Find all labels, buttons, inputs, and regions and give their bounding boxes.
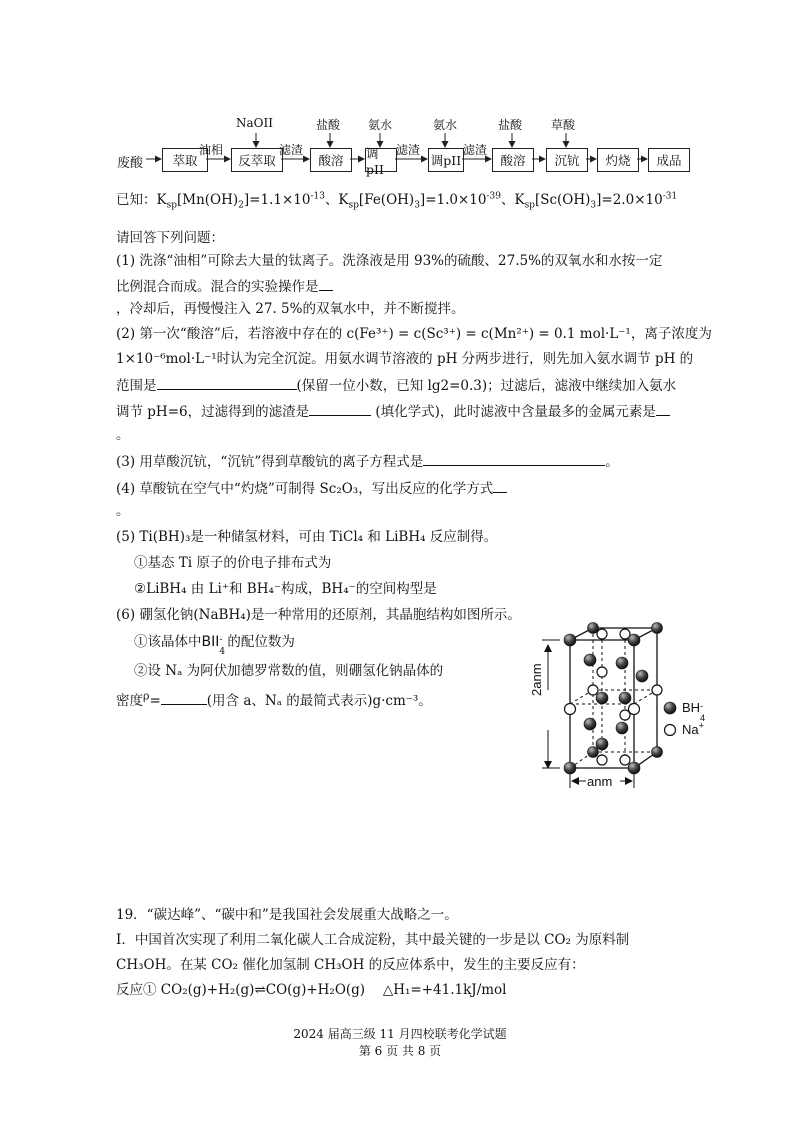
- flow-arrow-label-oil-phase: 油相: [199, 143, 224, 157]
- q1-line1: (1) 洗涤“油相”可除去大量的钛离子。洗涤液是用 93%的硫酸、27.5%的双氧水和水按一定: [116, 253, 663, 269]
- flow-arrow-label-residue-3: 滤渣: [463, 143, 488, 157]
- q6-line1: (6) 硼氢化钠(NaBH₄)是一种常用的还原剂，其晶胞结构如图所示。: [116, 607, 521, 623]
- ksp-known-data: 已知：$K_{sp}[Mn(OH)_2]=1.1\times 10^{-13}$、$K_{sp}[Fe(OH)_3]=1.0\times 10^{-39}$、$K_{sp}[Sc(OH)_3]=2.0\times 10^{-31}$: [116, 191, 678, 211]
- q19-line1: 19．“碳达峰”、“碳中和”是我国社会发展重大战略之一。: [116, 907, 458, 923]
- q2-line5: 。: [116, 427, 130, 443]
- q5-line1: (5) Ti(BH)₃是一种储氢材料，可由 TiCl₄ 和 LiBH₄ 反应制得。: [116, 529, 498, 545]
- flow-step-precipitate-sc: 沉钪: [546, 148, 588, 172]
- legend-bh4-symbol-icon: [664, 702, 676, 714]
- q1-line3: ，冷却后，再慢慢注入 27. 5%的双氧水中，并不断搅拌。: [116, 301, 465, 317]
- q6-line4: 密度$^\rho$= (用含 a、Nₐ 的最简式表示)g·cm⁻³。: [116, 689, 432, 709]
- flow-arrow-label-residue-1: 滤渣: [279, 143, 304, 157]
- flow-reagent-ammonia-1: 氨水: [368, 118, 393, 132]
- flow-arrow-label-residue-2: 滤渣: [396, 143, 421, 157]
- q5-line2: ①基态 Ti 原子的价电子排布式为: [134, 555, 332, 571]
- flow-step-product: 成品: [648, 148, 690, 172]
- flow-step-adjust-ph-2: 调pII: [428, 148, 464, 172]
- flow-step-acid-dissolve-1: 酸溶: [310, 148, 352, 172]
- flow-reagent-hcl-1: 盐酸: [316, 118, 341, 132]
- q19-line2: I．中国首次实现了利用二氧化碳人工合成淀粉，其中最关键的一步是以 CO₂ 为原料制: [116, 932, 630, 948]
- q6-line3: ②设 Nₐ 为阿伏加德罗常数的值，则硼氢化钠晶体的: [134, 663, 444, 679]
- q19-line3: CH₃OH。在某 CO₂ 催化加氢制 CH₃OH 的反应体系中，发生的主要反应有：: [116, 957, 585, 973]
- q2-line4: 调节 pH=6，过滤得到的滤渣是 (填化学式)，此时滤液中含量最多的金属元素是: [116, 401, 670, 421]
- q5-line3: ②LiBH₄ 由 Li⁺和 BH₄⁻构成，BH₄⁻的空间构型是: [134, 581, 437, 597]
- legend-na-label: Na+: [682, 720, 704, 737]
- q2-line1: (2) 第一次“酸溶”后，若溶液中存在的 c(Fe³⁺) = c(Sc³⁺) = c(Mn²⁺) = 0.1 mol·L⁻¹，离子浓度为: [116, 326, 712, 342]
- crystal-height-label: 2anm: [529, 663, 544, 696]
- q19-reaction-1: 反应① CO₂(g)+H₂(g)⇌CO(g)+H₂O(g) △H₁=+41.1kJ/mol: [116, 982, 507, 998]
- legend-na-symbol-icon: [665, 725, 676, 736]
- flow-step-adjust-ph-1: 调pII: [365, 148, 397, 172]
- legend-bh4-label: BH - 4: [682, 700, 706, 723]
- q4-end: 。: [116, 503, 130, 519]
- flow-reagent-ammonia-2: 氨水: [433, 118, 458, 132]
- flow-reagent-oxalic: 草酸: [551, 118, 576, 132]
- q3-line: (3) 用草酸沉钪，“沉钪”得到草酸钪的离子方程式是 。: [116, 451, 619, 471]
- footer-page-number: 第 6 页 共 8 页: [358, 1044, 442, 1058]
- flow-step-acid-dissolve-2: 酸溶: [492, 148, 534, 172]
- flow-start-label: 废酸: [117, 156, 144, 171]
- q2-line2: 1×10⁻⁶mol·L⁻¹时认为完全沉淀。用氨水调节溶液的 pH 分两步进行，则先加入氨水调节 pH 的: [116, 351, 694, 367]
- questions-intro: 请回答下列问题：: [116, 230, 224, 246]
- q6-line2: ①该晶体中BII - 4 的配位数为: [134, 634, 295, 657]
- q2-line3: 范围是 (保留一位小数，已知 lg2=0.3)；过滤后，滤液中继续加入氨水: [116, 375, 676, 395]
- q4-line: (4) 草酸钪在空气中“灼烧”可制得 Sc₂O₃，写出反应的化学方式: [116, 478, 507, 498]
- flow-step-calcine: 灼烧: [597, 148, 639, 172]
- flow-step-back-extraction: 反萃取: [231, 148, 283, 172]
- flow-step-extraction: 萃取: [162, 148, 208, 172]
- flow-reagent-naoh: NaOII: [236, 116, 273, 130]
- flow-reagent-hcl-2: 盐酸: [498, 118, 523, 132]
- q1-line2: 比例混合而成。混合的实验操作是: [116, 276, 333, 296]
- crystal-width-label: anm: [587, 774, 613, 789]
- footer-exam-title: 2024 届高三级 11 月四校联考化学试题: [293, 1027, 507, 1041]
